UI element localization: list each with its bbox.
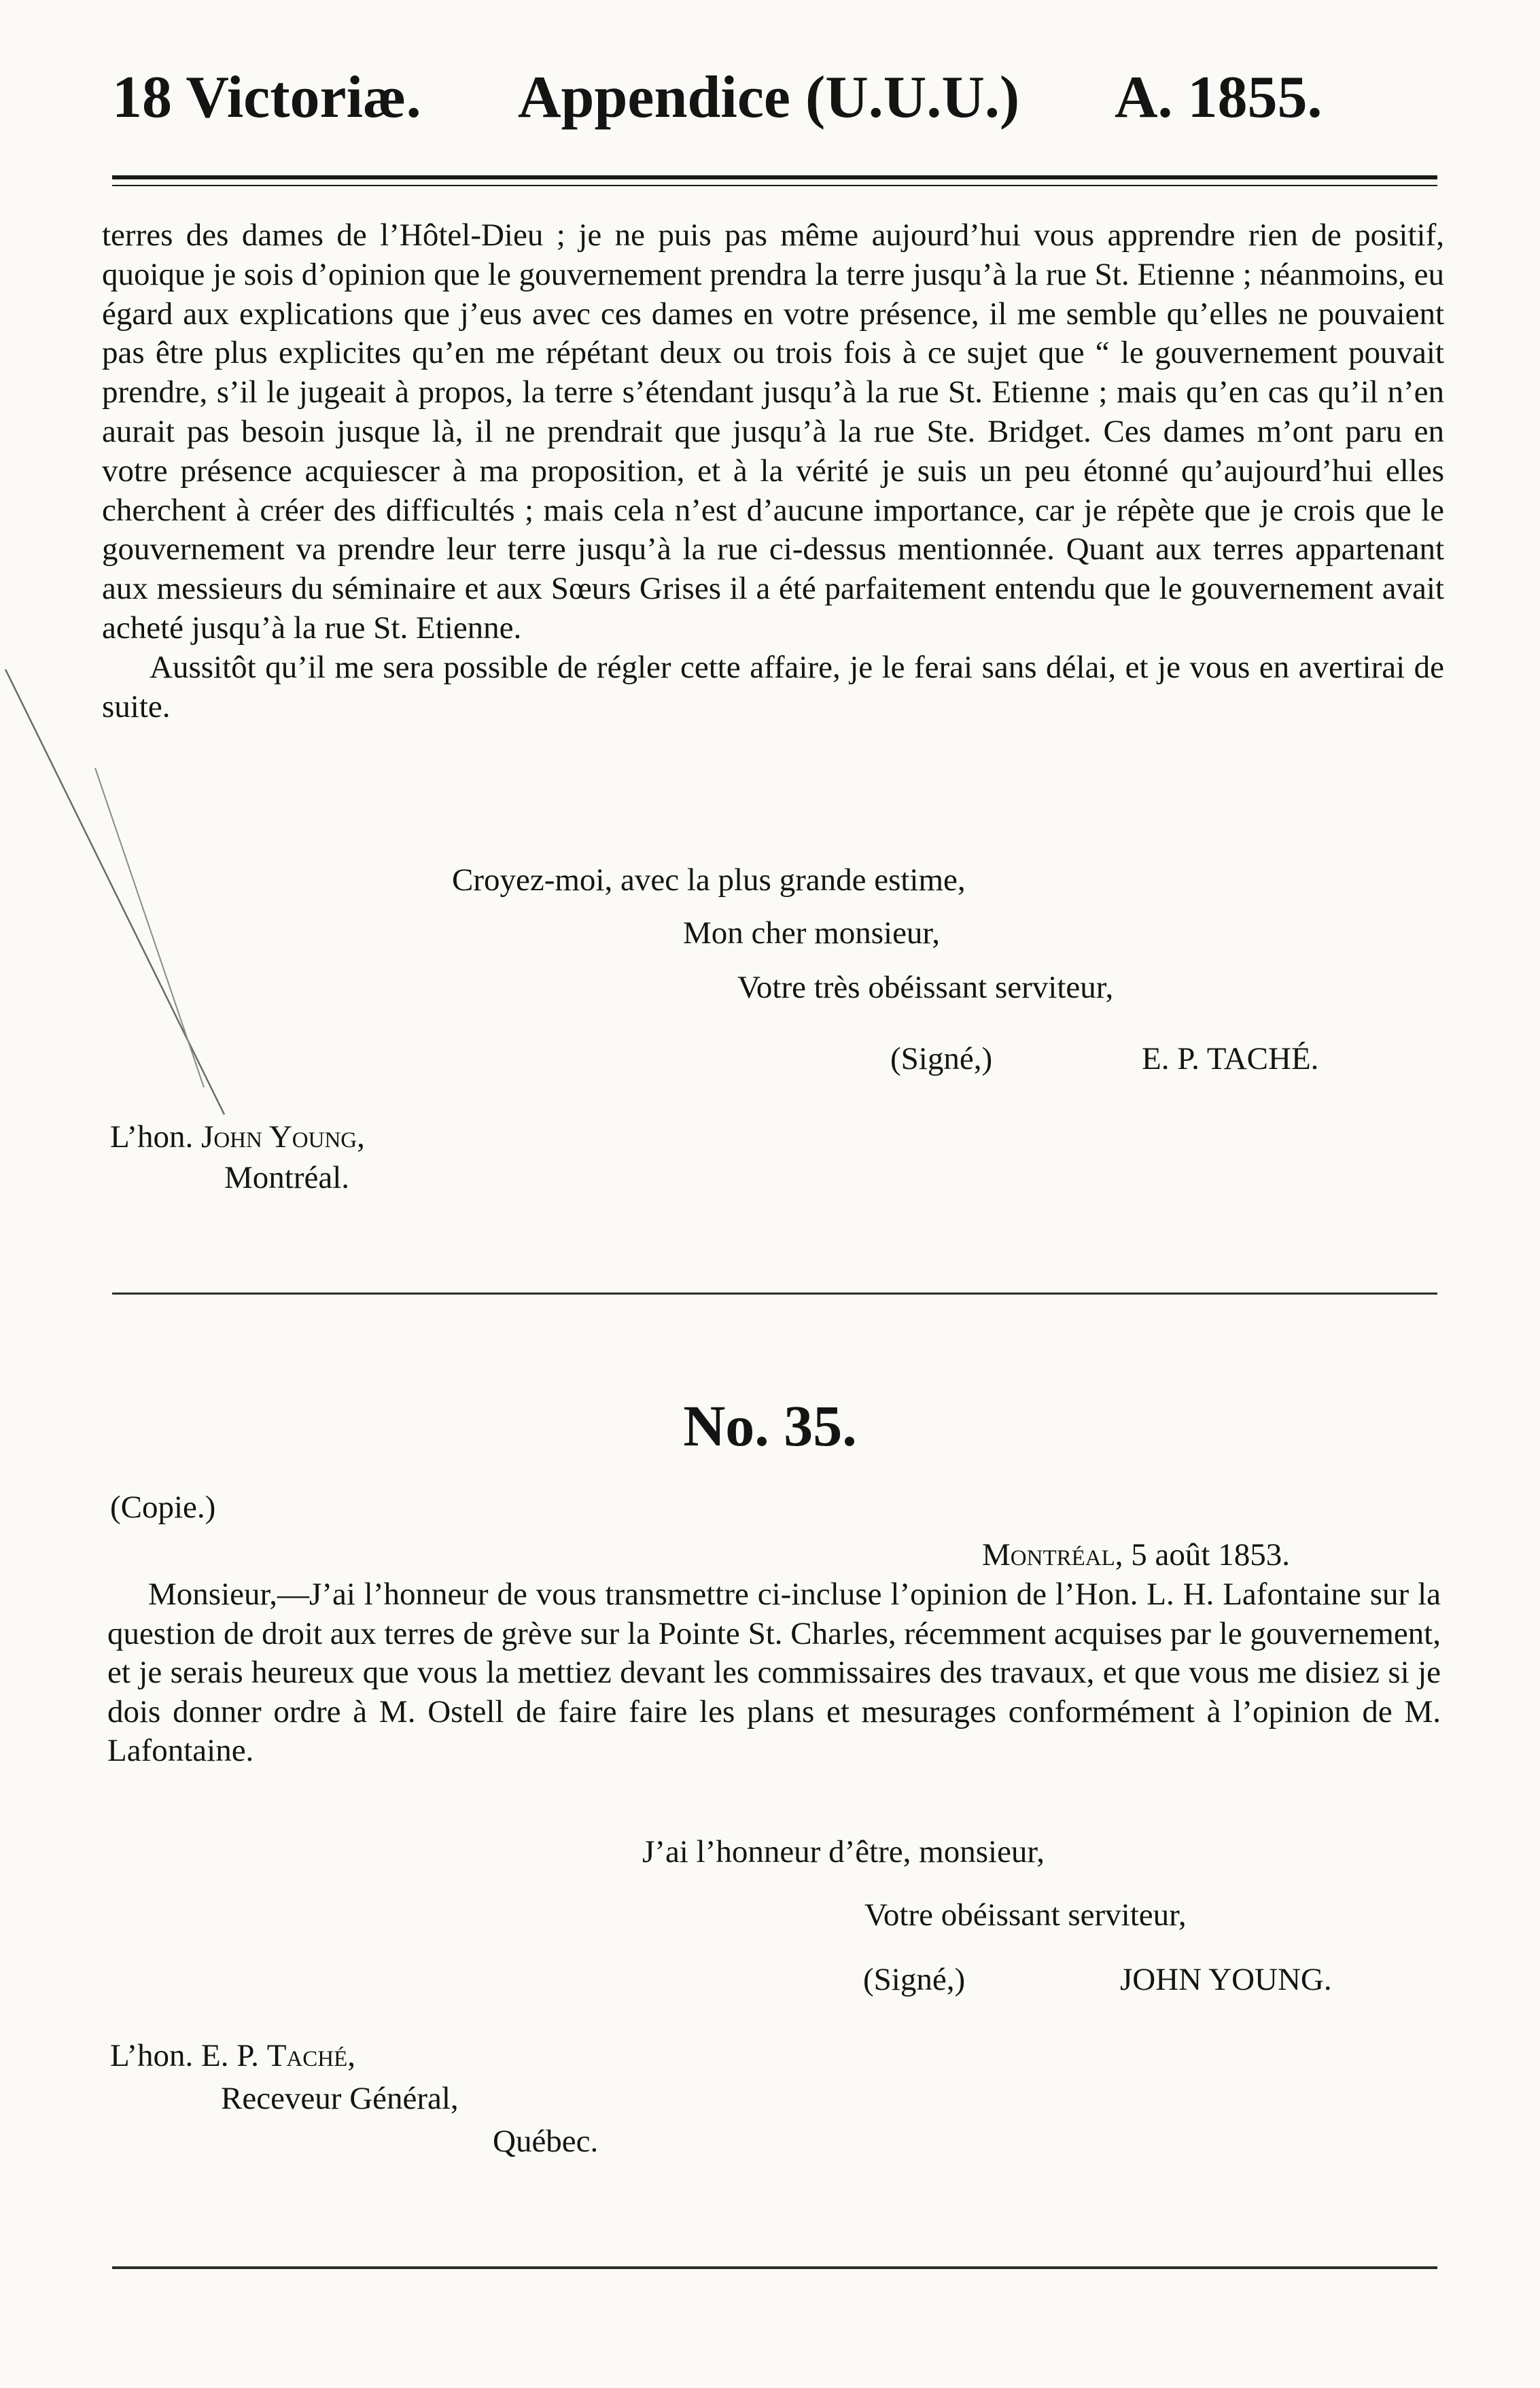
addressee-prefix: L’hon. [110,1119,194,1155]
letter-place: Montréal, [982,1537,1123,1573]
signatory-name: E. P. TACHÉ. [1142,1041,1319,1076]
valediction-line: J’ai l’honneur d’être, monsieur, [642,1834,1045,1869]
valediction-line: Votre très obéissant serviteur, [737,970,1114,1005]
signed-label: (Signé,) [863,1962,966,1997]
letter-paragraph: terres des dames de l’Hôtel-Dieu ; je ne puis pas même aujourd’hui vous apprendre rien de positif, quoique je sois d’opinion que le gouvernement prendra la terre jusqu’à la rue St. Etienne ; néanmoins, eu égard aux explications que j’eus avec ces dames en votre présence, il me semble qu’elles ne pouvaient pas être plus explicites qu’en me répétant deux ou trois fois à ce sujet que “ le gouvernement pouvait prendre, s’il le jugeait à propos, la terre s’étendant jusqu’à la rue St. Etienne ; mais qu’en cas qu’il n’en aurait pas besoin jusque là, il ne prendrait que jusqu’à la rue Ste. Bridget. Ces dames m’ont paru en votre présence acquiescer à ma proposition, et à la vérité je suis un peu étonné qu’aujourd’hui elles cherchent à créer des difficultés ; mais cela n’est d’aucune importance, car je répète que je crois que le gouvernement va prendre leur terre jusqu’à la rue ci-dessus mentionnée. Quant aux terres appartenant aux messieurs du séminaire et aux Sœurs Grises il a été parfaitement entendu que le gouvernement avait acheté jusqu’à la rue St. Etienne. [102,217,1444,646]
letter-body [107,1575,1441,1771]
header-year: A. 1855. [1115,65,1323,130]
header-session: 18 Victoriæ. [112,65,421,130]
letter-date: 5 août 1853. [1131,1537,1290,1573]
addressee-line [110,1121,365,1153]
letter-closing-paragraph: Aussitôt qu’il me sera possible de régler cette affaire, je le ferai sans délai, et je vous en avertirai de suite. [102,649,1444,724]
valediction-line: Votre obéissant serviteur, [864,1897,1187,1933]
date-line [982,1539,1290,1571]
addressee-prefix: L’hon. E. P. [110,2038,259,2073]
header-rule-thick [112,175,1437,179]
signed-label: (Signé,) [890,1041,993,1076]
addressee-title: Receveur Général, [221,2081,459,2116]
valediction-line: Croyez-moi, avec la plus grande estime, [452,862,966,898]
valediction-line: Mon cher monsieur, [683,915,940,951]
section-divider [112,1293,1437,1295]
document-number: No. 35. [683,1393,857,1458]
letter-body [102,216,1444,726]
addressee-line [110,2040,355,2072]
addressee-name: Taché, [266,2038,355,2073]
copy-label: (Copie.) [110,1490,216,1525]
header-appendix: Appendice (U.U.U.) [518,65,1020,130]
header-rule-thin [112,185,1437,186]
addressee-city: Montréal. [224,1160,350,1195]
addressee-name: John Young, [201,1119,365,1155]
letter-paragraph: Monsieur,—J’ai l’honneur de vous transmettre ci-incluse l’opinion de l’Hon. L. H. Lafontaine sur la question de droit aux terres de grève sur la Pointe St. Charles, récemment acquises par le gouvernement, et je serais heureux que vous la mettiez devant les commissaires des travaux, et que vous me disiez si je dois donner ordre à M. Ostell de faire faire les plans et mesurages conformément à l’opinion de M. Lafontaine. [107,1577,1441,1768]
bottom-rule [112,2266,1437,2269]
addressee-city: Québec. [493,2124,599,2159]
signatory-name: JOHN YOUNG. [1120,1962,1332,1997]
